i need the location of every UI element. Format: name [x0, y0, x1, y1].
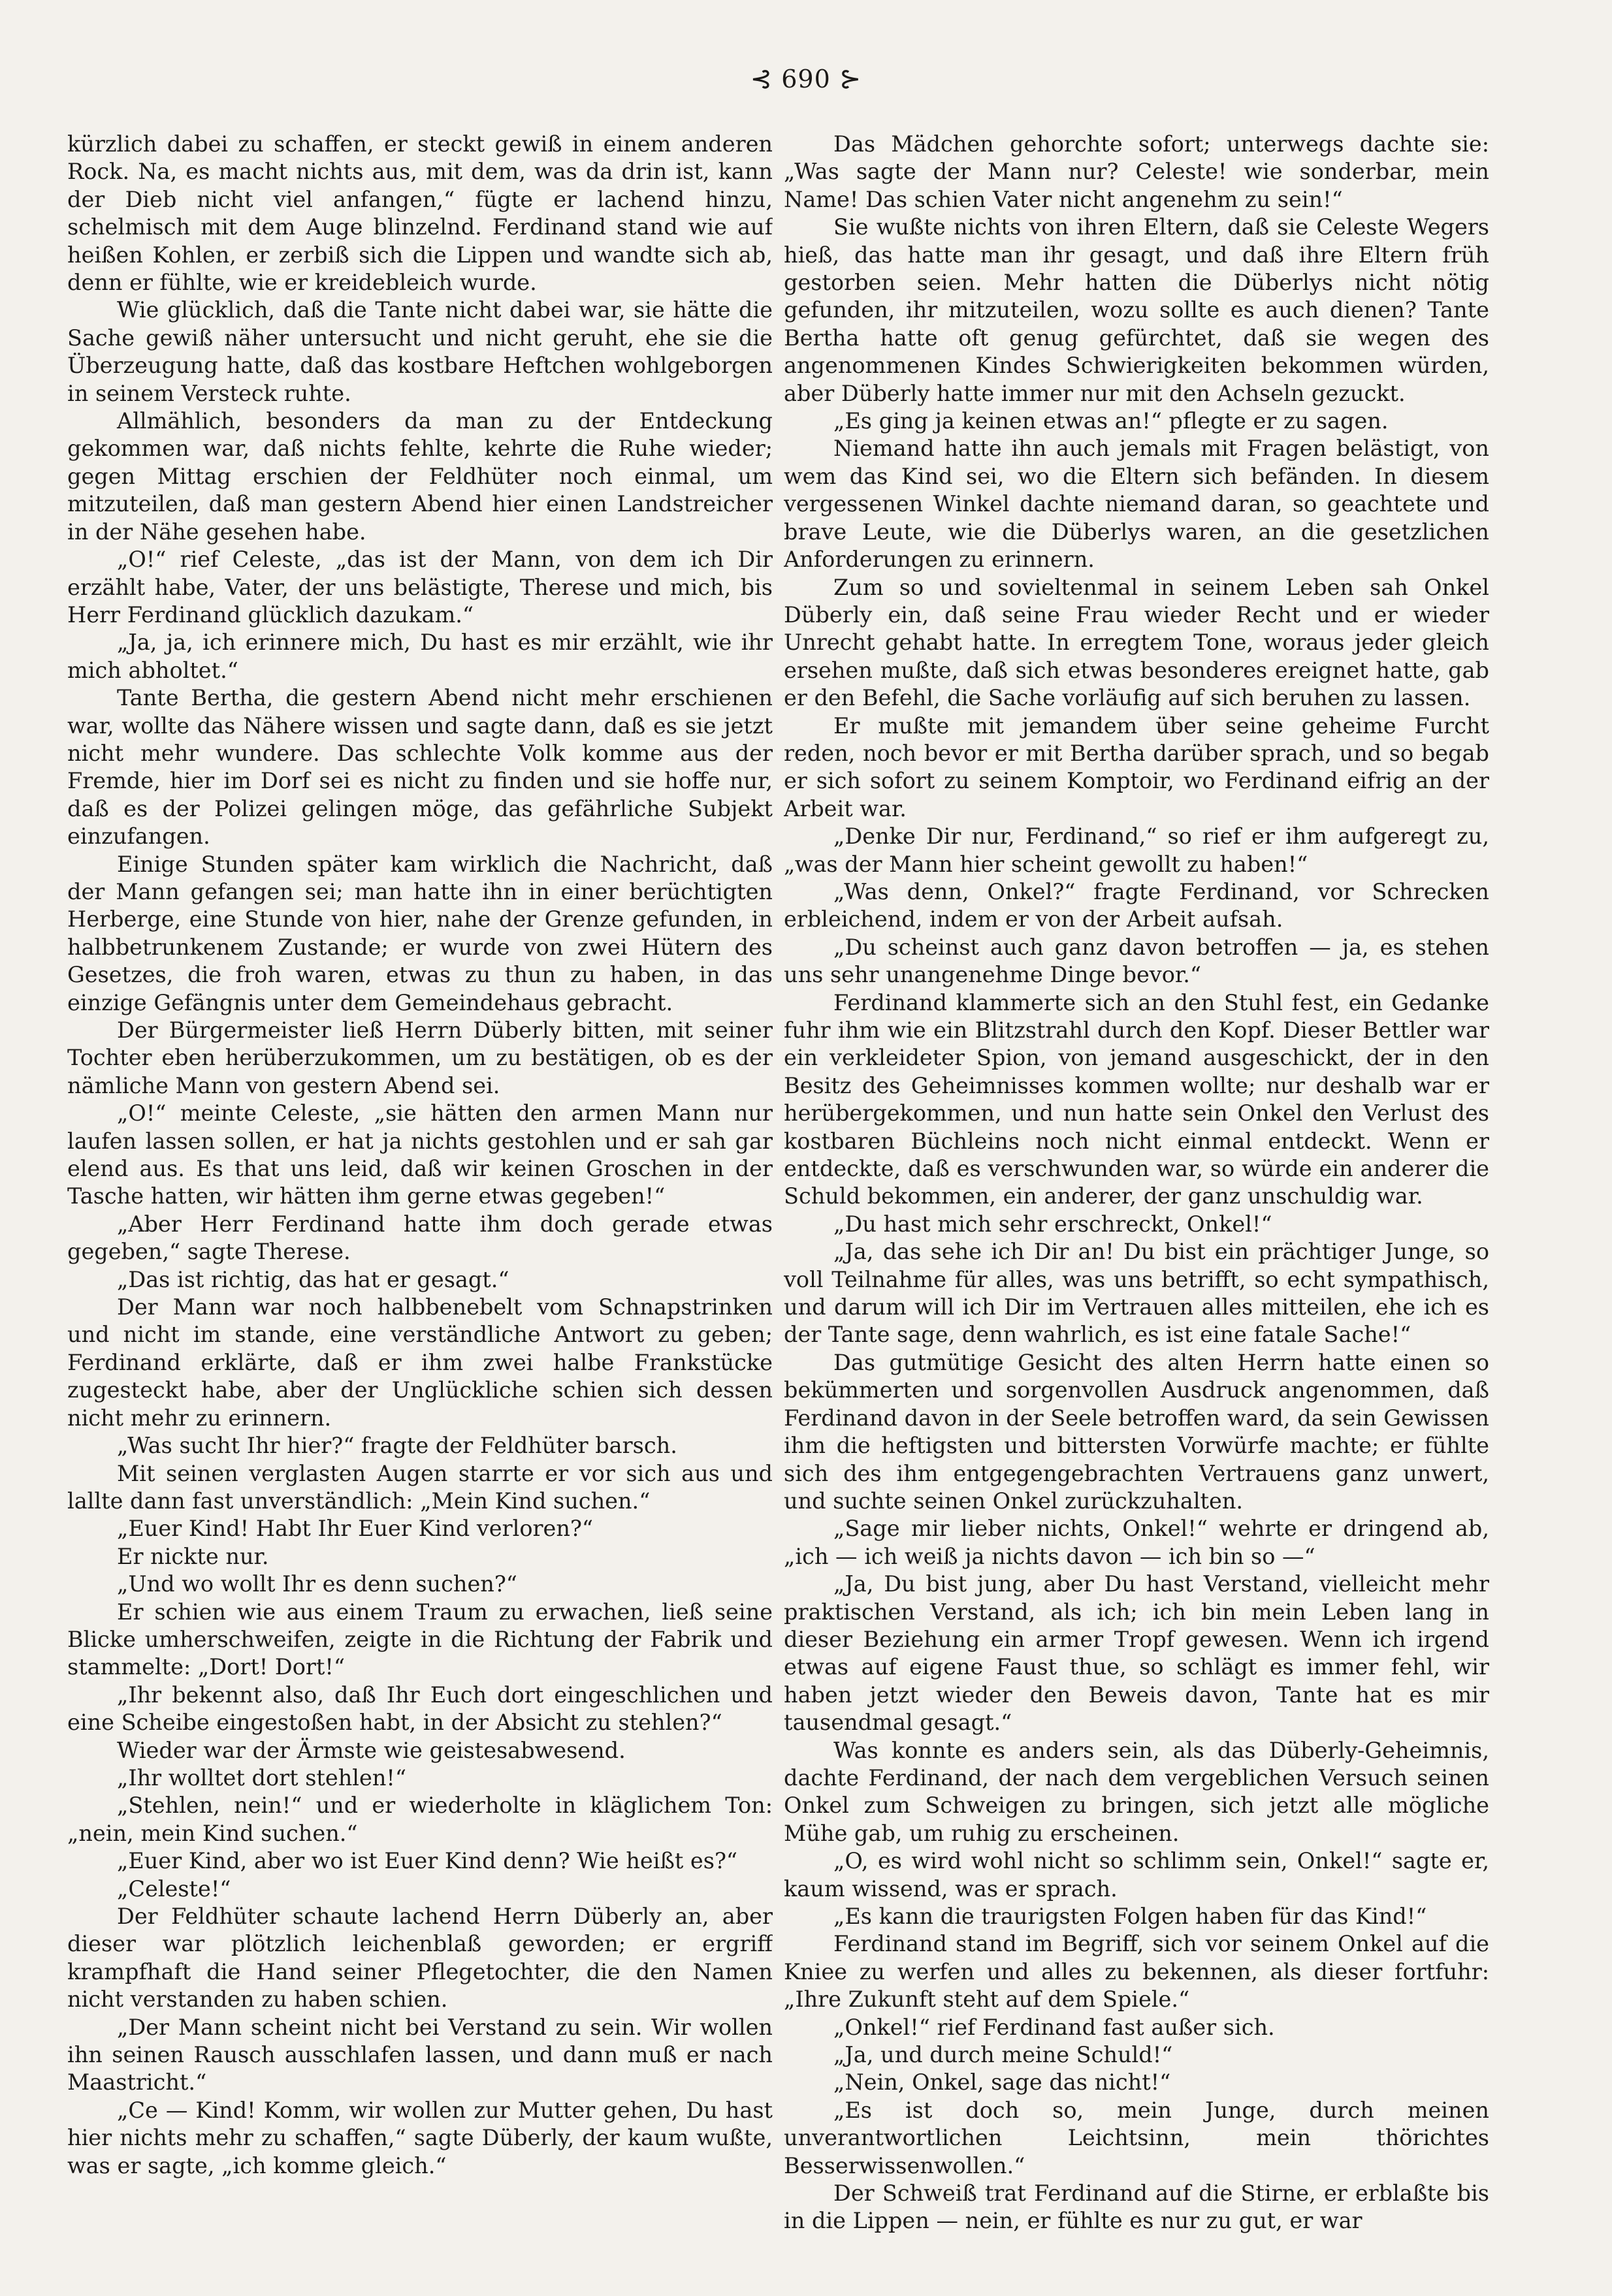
paragraph: Sie wußte nichts von ihren Eltern, daß sie Celeste Wegers hieß, das hatte man ihr gesagt, und daß ihre Eltern früh gestorben seien. Mehr hatten die Düberlys nicht nötig gefunden, ihr mitzuteilen, wozu sollte es auch dienen? Tante Bertha hatte oft genug gefürchtet, daß sie wegen des angenommenen Kindes Schwierigkeiten bekommen würden, aber Düberly hatte immer nur mit den Achseln gezuckt. [784, 214, 1489, 406]
paragraph: Er mußte mit jemandem über seine geheime Furcht reden, noch bevor er mit Bertha darüber sprach, und so begab er sich sofort zu seinem Komptoir, wo Ferdinand eifrig an der Arbeit war. [784, 712, 1489, 821]
paragraph: „Euer Kind! Habt Ihr Euer Kind verloren?“ [117, 1516, 594, 1542]
paragraph: Das Mädchen gehorchte sofort; unterwegs dachte sie: „Was sagte der Mann nur? Celeste! wie sonderbar, mein Name! Das schien Vater nicht angenehm zu sein!“ [784, 131, 1489, 212]
paragraph: „Ja, das sehe ich Dir an! Du bist ein prächtiger Junge, so voll Teilnahme für alles, was uns betrifft, so echt sympathisch, und darum will ich Dir im Vertrauen alles mitteilen, ehe ich es der Tante sage, denn wahrlich, es ist eine fatale Sache!“ [784, 1239, 1489, 1348]
left-column [67, 131, 773, 2246]
paragraph: „Ce — Kind! Komm, wir wollen zur Mutter gehen, Du hast hier nichts mehr zu schaffen,“ sagte Düberly, der kaum wußte, was er sagte, „ich komme gleich.“ [67, 2097, 773, 2178]
paragraph: „Es kann die traurigsten Folgen haben für das Kind!“ [833, 1904, 1427, 1929]
paragraph: Er nickte nur. [117, 1543, 269, 1569]
page-header [0, 64, 1612, 94]
paragraph: Der Schweiß trat Ferdinand auf die Stirne, er erblaßte bis in die Lippen — nein, er fühlte es nur zu gut, er war [784, 2180, 1489, 2234]
paragraph: Wieder war der Ärmste wie geistesabwesend. [117, 1737, 626, 1763]
paragraph: „O!“ meinte Celeste, „sie hätten den armen Mann nur laufen lassen sollen, er hat ja nichts gestohlen und er sah gar elend aus. Es that uns leid, daß wir keinen Groschen in der Tasche hatten, wir hätten ihm gerne etwas gegeben!“ [67, 1100, 773, 1209]
ornament-right: ⊱ [839, 64, 862, 94]
paragraph: „Euer Kind, aber wo ist Euer Kind denn? Wie heißt es?“ [117, 1848, 738, 1874]
paragraph: „Du hast mich sehr erschreckt, Onkel!“ [833, 1211, 1272, 1237]
paragraph: Mit seinen verglasten Augen starrte er vor sich aus und lallte dann fast unverständlich: „Mein Kind suchen.“ [67, 1460, 773, 1514]
paragraph: Allmählich, besonders da man zu der Entdeckung gekommen war, daß nichts fehlte, kehrte die Ruhe wieder; gegen Mittag erschien der Feldhüter noch einmal, um mitzuteilen, daß man gestern Abend hier einen Landstreicher in der Nähe gesehen habe. [67, 408, 773, 545]
paragraph: „Ihr bekennt also, daß Ihr Euch dort eingeschlichen und eine Scheibe eingestoßen habt, in der Absicht zu stehlen?“ [67, 1682, 773, 1736]
paragraph: Das gutmütige Gesicht des alten Herrn hatte einen so bekümmerten und sorgenvollen Ausdruck angenommen, daß Ferdinand davon in der Seele betroffen ward, da sein Gewissen ihm die heftigsten und bittersten Vorwürfe machte; er fühlte sich des ihm entgegengebrachten Vertrauens ganz unwert, und suchte seinen Onkel zurückzuhalten. [784, 1349, 1489, 1514]
paragraph: kürzlich dabei zu schaffen, er steckt gewiß in einem anderen Rock. Na, es macht nichts aus, mit dem, was da drin ist, kann der Dieb nicht viel anfangen,“ fügte er lachend hinzu, schelmisch mit dem Auge blinzelnd. Ferdinand stand wie auf heißen Kohlen, er zerbiß sich die Lippen und wandte sich ab, denn er fühlte, wie er kreidebleich wurde. [67, 131, 773, 296]
paragraph: Tante Bertha, die gestern Abend nicht mehr erschienen war, wollte das Nähere wissen und sagte dann, daß es sie jetzt nicht mehr wundere. Das schlechte Volk komme aus der Fremde, hier im Dorf sei es nicht zu finden und sie hoffe nur, daß es der Polizei gelingen möge, das gefährliche Subjekt einzufangen. [67, 685, 773, 850]
paragraph: „Es ist doch so, mein Junge, durch meinen unverantwortlichen Leichtsinn, mein thörichtes Besserwissenwollen.“ [784, 2097, 1489, 2178]
paragraph: Niemand hatte ihn auch jemals mit Fragen belästigt, von wem das Kind sei, wo die Eltern sich befänden. In diesem vergessenen Winkel dachte niemand daran, so geachtete und brave Leute, wie die Düberlys waren, an die gesetzlichen Anforderungen zu erinnern. [784, 436, 1489, 573]
paragraph: „O, es wird wohl nicht so schlimm sein, Onkel!“ sagte er, kaum wissend, was er sprach. [784, 1848, 1489, 1902]
paragraph: „Was sucht Ihr hier?“ fragte der Feldhüter barsch. [117, 1433, 677, 1459]
paragraph: Was konnte es anders sein, als das Düberly-Geheimnis, dachte Ferdinand, der nach dem vergeblichen Versuch seinen Onkel zum Schweigen zu bringen, sich jetzt alle mögliche Mühe gab, um ruhig zu erscheinen. [784, 1737, 1489, 1846]
paragraph: „Der Mann scheint nicht bei Verstand zu sein. Wir wollen ihn seinen Rausch ausschlafen lassen, und dann muß er nach Maastricht.“ [67, 2014, 773, 2096]
paragraph: „Was denn, Onkel?“ fragte Ferdinand, vor Schrecken erbleichend, indem er von der Arbeit aufsah. [784, 878, 1489, 933]
paragraph: „Ja, Du bist jung, aber Du hast Verstand, vielleicht mehr praktischen Verstand, als ich; ich bin mein Leben lang in dieser Beziehung ein armer Tropf gewesen. Wenn ich irgend etwas auf eigene Faust thue, so schlägt es immer fehl, wir haben jetzt wieder den Beweis davon, Tante hat es mir tausendmal gesagt.“ [784, 1571, 1489, 1736]
paragraph: Der Feldhüter schaute lachend Herrn Düberly an, aber dieser war plötzlich leichenblaß geworden; er ergriff krampfhaft die Hand seiner Pflegetochter, die den Namen nicht verstanden zu haben schien. [67, 1904, 773, 2013]
paragraph: „Sage mir lieber nichts, Onkel!“ wehrte er dringend ab, „ich — ich weiß ja nichts davon — ich bin so —“ [784, 1516, 1489, 1569]
paragraph: „Stehlen, nein!“ und er wiederholte in kläglichem Ton: „nein, mein Kind suchen.“ [67, 1793, 773, 1846]
page-number: 690 [781, 65, 831, 93]
paragraph: „O!“ rief Celeste, „das ist der Mann, von dem ich Dir erzählt habe, Vater, der uns belästigte, Therese und mich, bis Herr Ferdinand glücklich dazukam.“ [67, 547, 773, 628]
ornament-left: ⊰ [750, 64, 773, 94]
paragraph: Er schien wie aus einem Traum zu erwachen, ließ seine Blicke umherschweifen, zeigte in die Richtung der Fabrik und stammelte: „Dort! Dort!“ [67, 1599, 773, 1680]
paragraph: „Onkel!“ rief Ferdinand fast außer sich. [833, 2014, 1275, 2040]
paragraph: „Celeste!“ [117, 1875, 231, 1902]
paragraph: „Das ist richtig, das hat er gesagt.“ [117, 1266, 509, 1292]
paragraph: „Du scheinst auch ganz davon betroffen — ja, es stehen uns sehr unangenehme Dinge bevor.“ [784, 934, 1489, 988]
paragraph: „Aber Herr Ferdinand hatte ihm doch gerade etwas gegeben,“ sagte Therese. [67, 1211, 773, 1265]
paragraph: „Nein, Onkel, sage das nicht!“ [833, 2069, 1171, 2096]
paragraph: Zum so und sovieltenmal in seinem Leben sah Onkel Düberly ein, daß seine Frau wieder Recht und er wieder Unrecht gehabt hatte. In erregtem Tone, woraus jeder gleich ersehen mußte, daß sich etwas besonderes ereignet hatte, gab er den Befehl, die Sache vorläufig auf sich beruhen zu lassen. [784, 574, 1489, 711]
right-column [784, 131, 1489, 2246]
paragraph: „Ja, und durch meine Schuld!“ [833, 2042, 1173, 2068]
paragraph: „Und wo wollt Ihr es denn suchen?“ [117, 1571, 517, 1597]
paragraph: Der Mann war noch halbbenebelt vom Schnapstrinken und nicht im stande, eine verständliche Antwort zu geben; Ferdinand erklärte, daß er ihm zwei halbe Frankstücke zugesteckt habe, aber der Unglückliche schien sich dessen nicht mehr zu erinnern. [67, 1294, 773, 1431]
paragraph: Ferdinand stand im Begriff, sich vor seinem Onkel auf die Kniee zu werfen und alles zu bekennen, als dieser fortfuhr: „Ihre Zukunft steht auf dem Spiele.“ [784, 1931, 1489, 2013]
paragraph: Wie glücklich, daß die Tante nicht dabei war, sie hätte die Sache gewiß näher untersucht und nicht geruht, ehe sie die Überzeugung hatte, daß das kostbare Heftchen wohlgeborgen in seinem Versteck ruhte. [67, 297, 773, 406]
paragraph: „Ihr wolltet dort stehlen!“ [117, 1764, 406, 1791]
paragraph: „Es ging ja keinen etwas an!“ pflegte er zu sagen. [833, 408, 1389, 434]
paragraph: „Denke Dir nur, Ferdinand,“ so rief er ihm aufgeregt zu, „was der Mann hier scheint gewollt zu haben!“ [784, 823, 1489, 877]
paragraph: Der Bürgermeister ließ Herrn Düberly bitten, mit seiner Tochter eben herüberzukommen, um zu bestätigen, ob es der nämliche Mann von gestern Abend sei. [67, 1017, 773, 1098]
paragraph: Einige Stunden später kam wirklich die Nachricht, daß der Mann gefangen sei; man hatte ihn in einer berüchtigten Herberge, eine Stunde von hier, nahe der Grenze gefunden, in halbbetrunkenem Zustande; er wurde von zwei Hütern des Gesetzes, die froh waren, etwas zu thun zu haben, in das einzige Gefängnis unter dem Gemeindehaus gebracht. [67, 851, 773, 1015]
paragraph: Ferdinand klammerte sich an den Stuhl fest, ein Gedanke fuhr ihm wie ein Blitzstrahl durch den Kopf. Dieser Bettler war ein verkleideter Spion, von jemand ausgeschickt, der in den Besitz des Geheimnisses kommen wollte; nur deshalb war er herübergekommen, und nun hatte sein Onkel den Verlust des kostbaren Büchleins noch nicht einmal entdeckt. Wenn er entdeckte, daß es verschwunden war, so würde ein anderer die Schuld bekommen, ein anderer, der ganz unschuldig war. [784, 989, 1489, 1209]
paragraph: „Ja, ja, ich erinnere mich, Du hast es mir erzählt, wie ihr mich abholtet.“ [67, 630, 773, 683]
